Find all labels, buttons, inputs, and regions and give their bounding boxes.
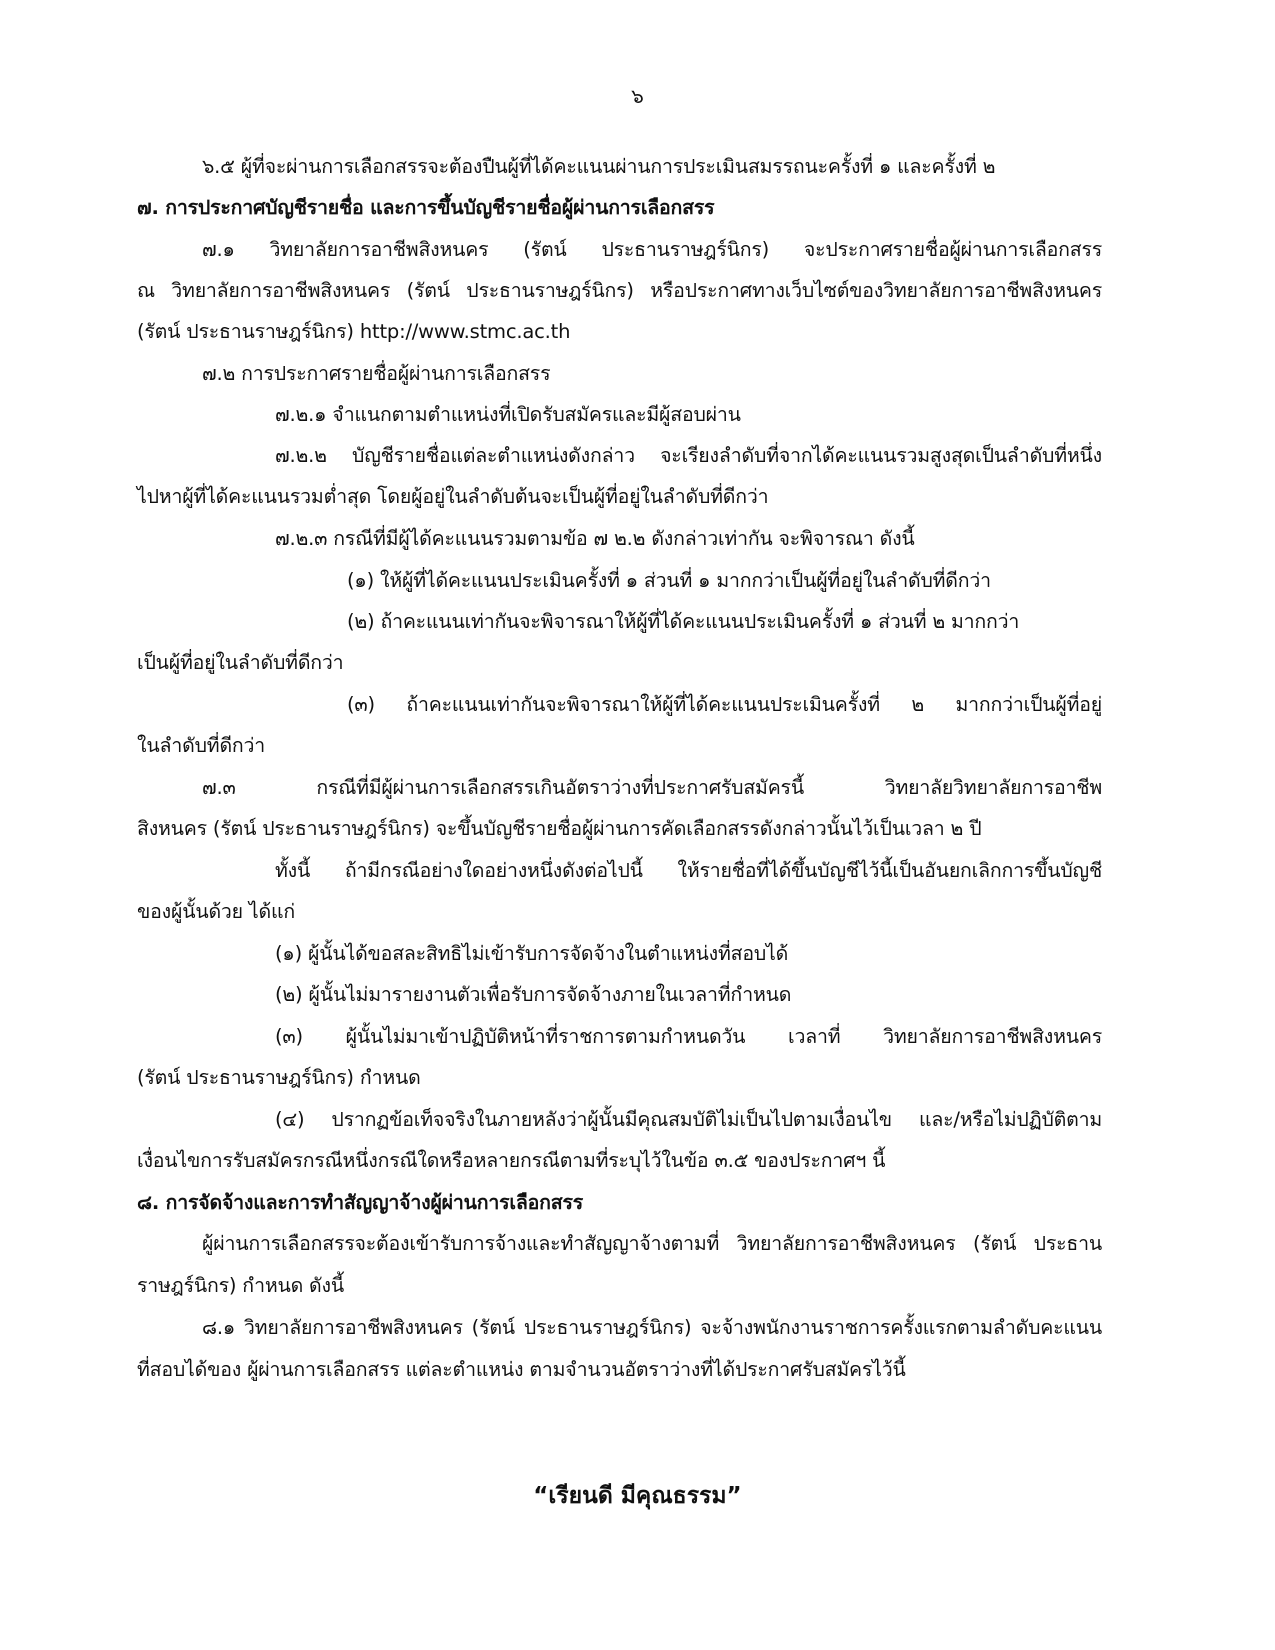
text-line: ผู้ผ่านการเลือกสรรจะต้องเข้ารับการจ้างและทำสัญญาจ้างตามที่ วิทยาลัยการอาชีพสิงหนคร (รัตน์ ประธาน (202, 1232, 1102, 1255)
text-line: (๒) ผู้นั้นไม่มารายงานตัวเพื่อรับการจัดจ้างภายในเวลาที่กำหนด (275, 983, 792, 1006)
text-line: ๗.๓ กรณีที่มีผู้ผ่านการเลือกสรรเกินอัตราว่างที่ประกาศรับสมัครนี้ วิทยาลัยวิทยาลัยการอาชีพ (202, 776, 1102, 799)
text-line: ณ วิทยาลัยการอาชีพสิงหนคร (รัตน์ ประธานราษฎร์นิกร) หรือประกาศทางเว็บไซต์ของวิทยาลัยการอาชีพสิงหนคร (137, 279, 1102, 302)
text-line: ของผู้นั้นด้วย ได้แก่ (137, 900, 295, 923)
text-line: ๗.๑ วิทยาลัยการอาชีพสิงหนคร (รัตน์ ประธานราษฎร์นิกร) จะประกาศรายชื่อผู้ผ่านการเลือกสรร (202, 238, 1102, 261)
text-line: สิงหนคร (รัตน์ ประธานราษฎร์นิกร) จะขึ้นบัญชีรายชื่อผู้ผ่านการคัดเลือกสรรดังกล่าวนั้นไว้เป็นเวลา ๒ ปี (137, 817, 982, 840)
page-number: ๖ (631, 84, 644, 108)
text-line: ที่สอบได้ของ ผู้ผ่านการเลือกสรร แต่ละตำแหน่ง ตามจำนวนอัตราว่างที่ได้ประกาศรับสมัครไว้นี้ (137, 1358, 906, 1381)
section-heading: ๗. การประกาศบัญชีรายชื่อ และการขึ้นบัญชีรายชื่อผู้ผ่านการเลือกสรร (137, 196, 715, 219)
text-line: (๓) ถ้าคะแนนเท่ากันจะพิจารณาให้ผู้ที่ได้คะแนนประเมินครั้งที่ ๒ มากกว่าเป็นผู้ที่อยู่ (347, 693, 1102, 716)
text-line: (๑) ผู้นั้นได้ขอสละสิทธิไม่เข้ารับการจัดจ้างในตำแหน่งที่สอบได้ (275, 942, 789, 965)
text-line: (๔) ปรากฏข้อเท็จจริงในภายหลังว่าผู้นั้นมีคุณสมบัติไม่เป็นไปตามเงื่อนไข และ/หรือไม่ปฏิบัติตาม (275, 1108, 1102, 1131)
text-line: ๗.๒.๑ จำแนกตามตำแหน่งที่เปิดรับสมัครและมีผู้สอบผ่าน (275, 403, 741, 426)
text-line: (๒) ถ้าคะแนนเท่ากันจะพิจารณาให้ผู้ที่ได้คะแนนประเมินครั้งที่ ๑ ส่วนที่ ๒ มากกว่า (347, 610, 1020, 633)
text-line: ทั้งนี้ ถ้ามีกรณีอย่างใดอย่างหนึ่งดังต่อไปนี้ ให้รายชื่อที่ได้ขึ้นบัญชีไว้นี้เป็นอันยกเลิกการขึ้นบัญชี (275, 859, 1102, 882)
text-line: ๖.๕ ผู้ที่จะผ่านการเลือกสรรจะต้องปืนผู้ที่ได้คะแนนผ่านการประเมินสมรรถนะครั้งที่ ๑ และครั้งที่ ๒ (202, 155, 996, 178)
text-line: ๗.๒.๒ บัญชีรายชื่อแต่ละตำแหน่งดังกล่าว จะเรียงลำดับที่จากได้คะแนนรวมสูงสุดเป็นลำดับที่หนึ่ง (275, 444, 1102, 467)
text-line: ไปหาผู้ที่ได้คะแนนรวมต่ำสุด โดยผู้อยู่ในลำดับต้นจะเป็นผู้ที่อยู่ในลำดับที่ดีกว่า (137, 485, 769, 508)
text-line: ๗.๒.๓ กรณีที่มีผู้ได้คะแนนรวมตามข้อ ๗ ๒.๒ ดังกล่าวเท่ากัน จะพิจารณา ดังนี้ (275, 527, 915, 550)
text-line: ในลำดับที่ดีกว่า (137, 734, 266, 757)
text-line: (รัตน์ ประธานราษฎร์นิกร) http://www.stmc.ac.th (137, 320, 571, 343)
footer-motto: “เรียนดี มีคุณธรรม” (533, 1483, 742, 1509)
text-line: ราษฎร์นิกร) กำหนด ดังนี้ (137, 1274, 344, 1297)
text-line: เป็นผู้ที่อยู่ในลำดับที่ดีกว่า (137, 651, 344, 674)
text-line: ๗.๒ การประกาศรายชื่อผู้ผ่านการเลือกสรร (202, 362, 551, 385)
section-heading: ๘. การจัดจ้างและการทำสัญญาจ้างผู้ผ่านการเลือกสรร (137, 1191, 584, 1214)
text-line: เงื่อนไขการรับสมัครกรณีหนึ่งกรณีใดหรือหลายกรณีตามที่ระบุไว้ในข้อ ๓.๕ ของประกาศฯ นี้ (137, 1149, 886, 1172)
text-line: (รัตน์ ประธานราษฎร์นิกร) กำหนด (137, 1066, 421, 1089)
text-line: (๓) ผู้นั้นไม่มาเข้าปฏิบัติหน้าที่ราชการตามกำหนดวัน เวลาที่ วิทยาลัยการอาชีพสิงหนคร (275, 1025, 1102, 1048)
text-line: ๘.๑ วิทยาลัยการอาชีพสิงหนคร (รัตน์ ประธานราษฎร์นิกร) จะจ้างพนักงานราชการครั้งแรกตามลำดับคะแนน (202, 1316, 1102, 1339)
text-line: (๑) ให้ผู้ที่ได้คะแนนประเมินครั้งที่ ๑ ส่วนที่ ๑ มากกว่าเป็นผู้ที่อยู่ในลำดับที่ดีกว่า (347, 569, 991, 592)
